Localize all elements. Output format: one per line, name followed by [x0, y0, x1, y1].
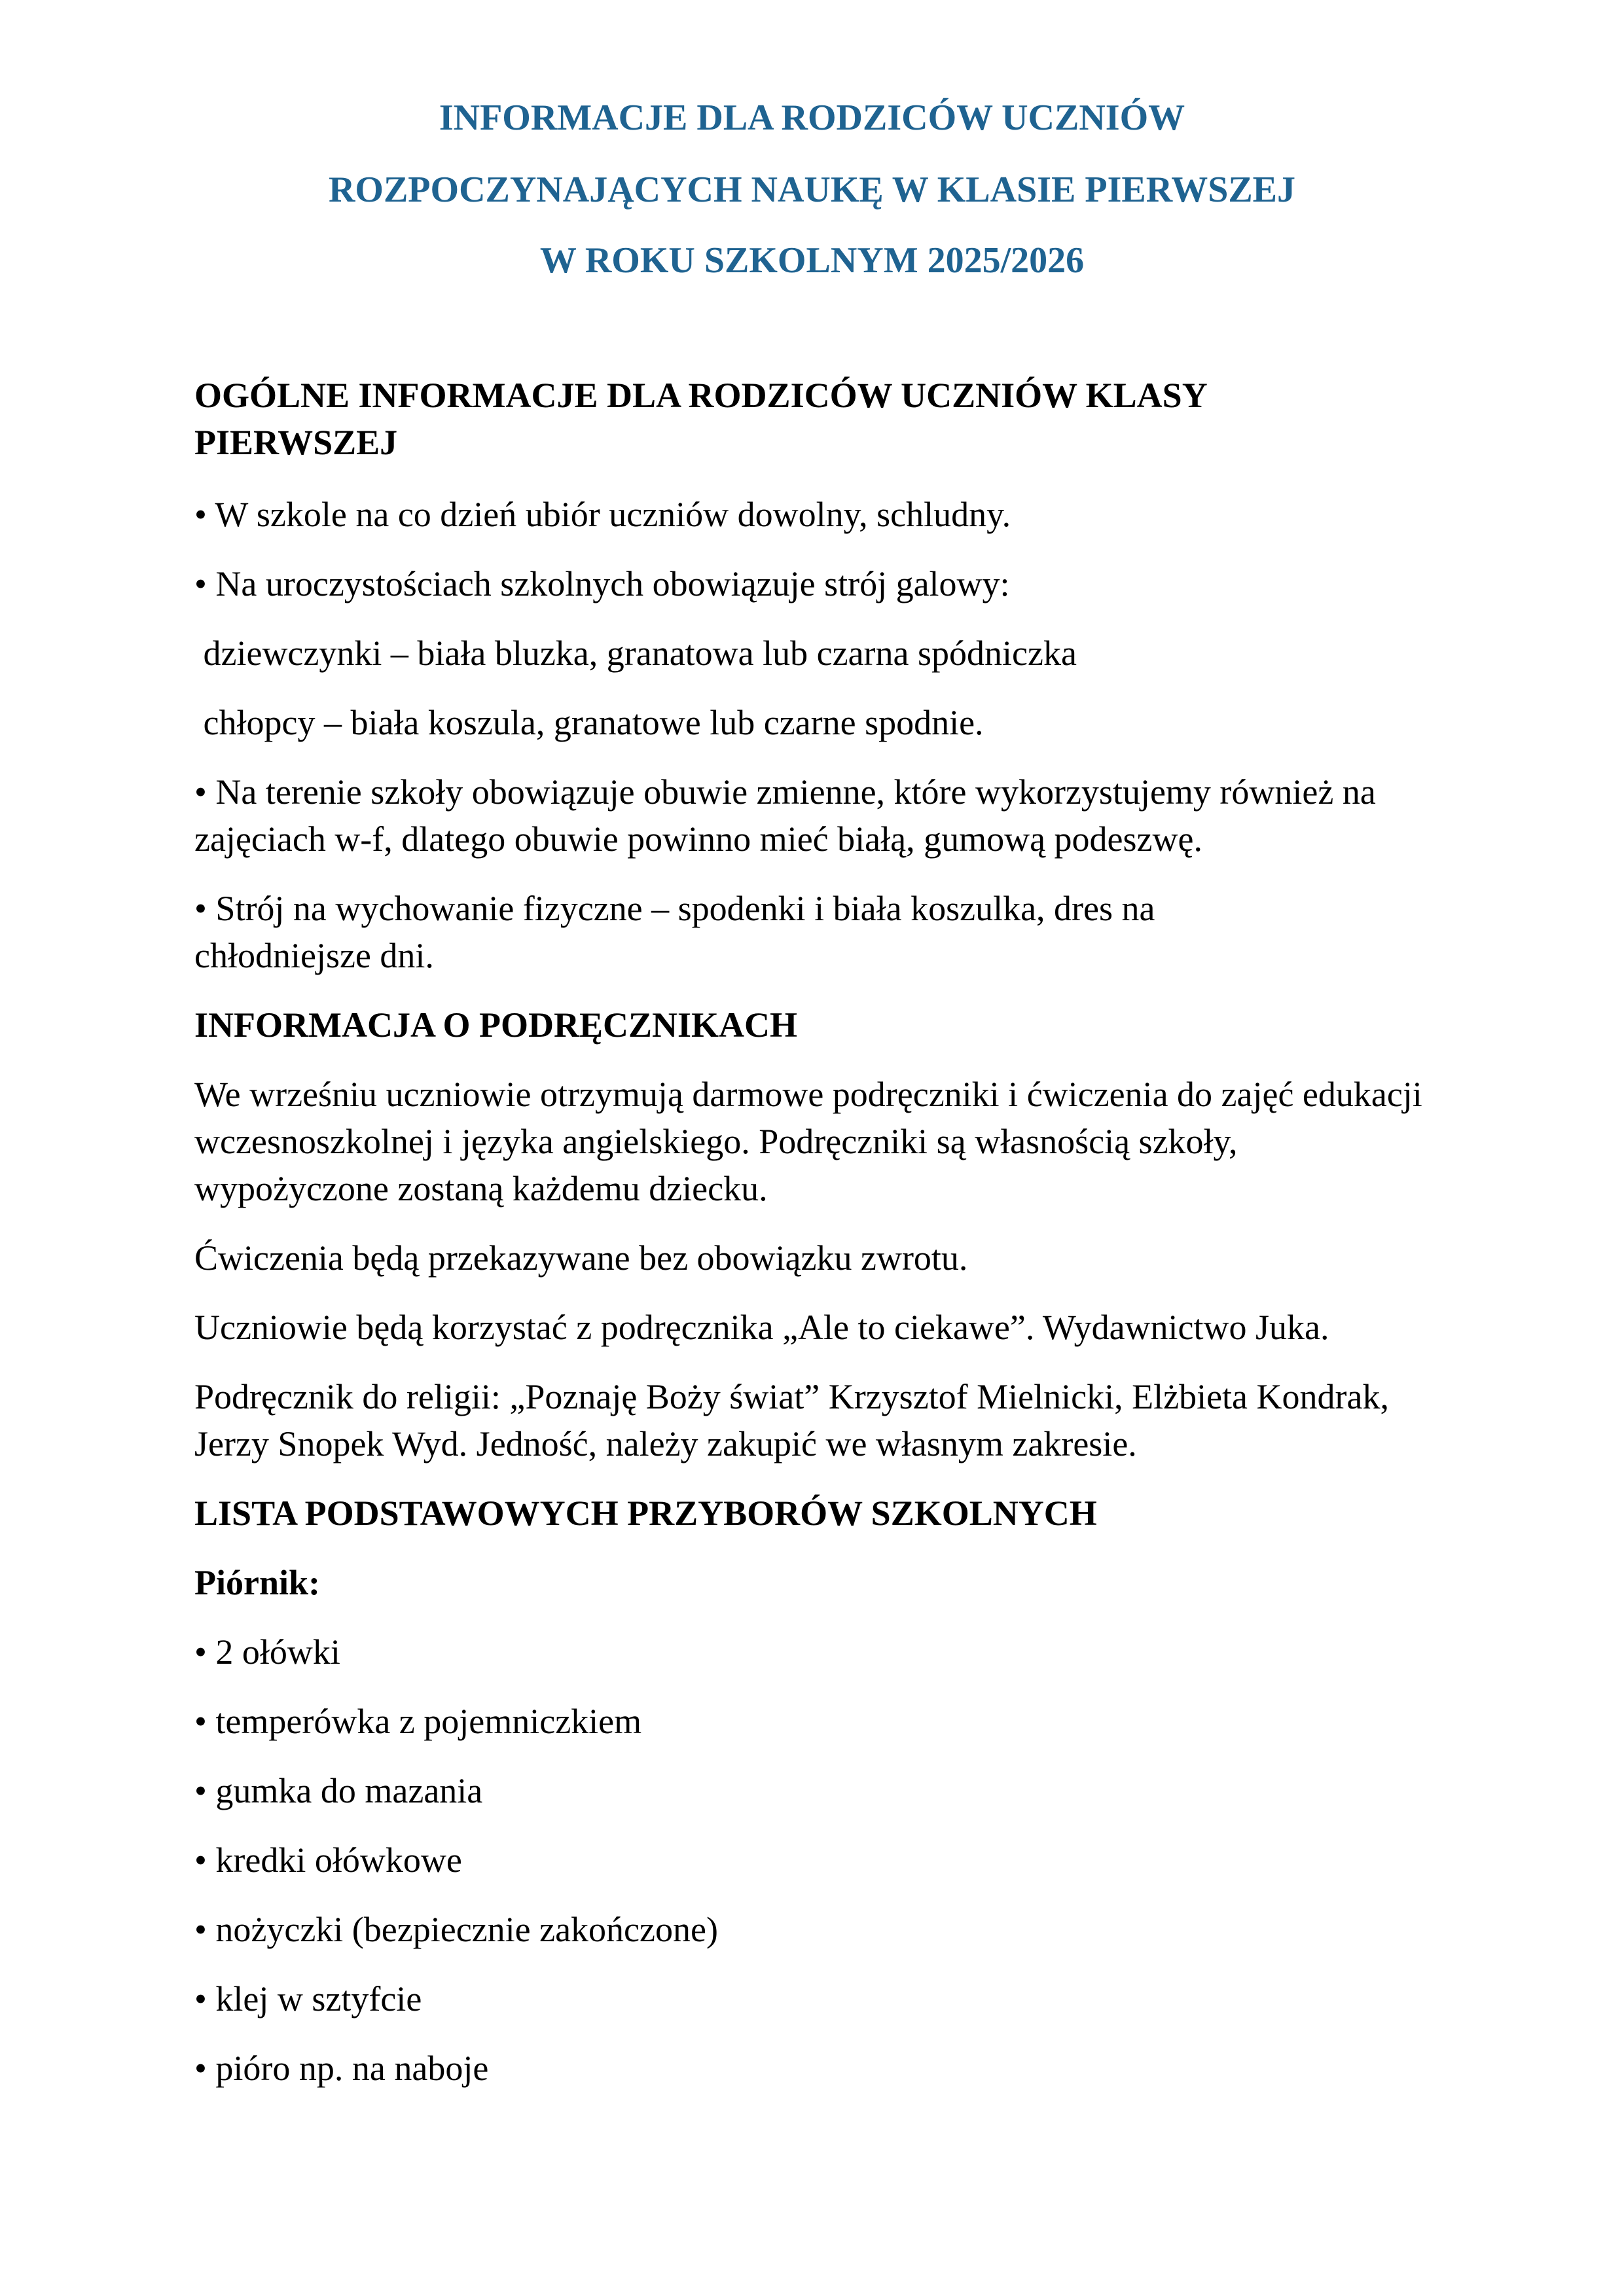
supply-item: • nożyczki (bezpiecznie zakończone): [194, 1910, 718, 1949]
supply-item: • kredki ołówkowe: [194, 1840, 462, 1880]
general-item-girls: dziewczynki – biała bluzka, granatowa lub czarna spódniczka: [194, 634, 1077, 673]
title-line-1: INFORMACJE DLA RODZICÓW UCZNIÓW: [439, 98, 1185, 138]
textbooks-paragraph-2: Ćwiczenia będą przekazywane bez obowiązku zwrotu.: [194, 1238, 968, 1278]
general-item-boys: chłopcy – biała koszula, granatowe lub czarne spodnie.: [194, 703, 984, 742]
supply-item: • gumka do mazania: [194, 1771, 483, 1810]
textbooks-heading: INFORMACJA O PODRĘCZNIKACH: [194, 1005, 798, 1045]
supplies-heading: LISTA PODSTAWOWYCH PRZYBORÓW SZKOLNYCH: [194, 1494, 1097, 1533]
supply-item: • 2 ołówki: [194, 1632, 340, 1672]
supply-item: • temperówka z pojemniczkiem: [194, 1702, 642, 1741]
general-item-dress: • W szkole na co dzień ubiór uczniów dowolny, schludny.: [194, 495, 1011, 534]
textbooks-paragraph-3: Uczniowie będą korzystać z podręcznika „Ale to ciekawe”. Wydawnictwo Juka.: [194, 1308, 1329, 1347]
title-line-2: ROZPOCZYNAJĄCYCH NAUKĘ W KLASIE PIERWSZEJ: [328, 170, 1296, 210]
general-item-shoes: • Na terenie szkoły obowiązuje obuwie zmienne, które wykorzystujemy również na zajęciach w-f, dlatego obuwie powinno mieć białą, gumową podeszwę.: [194, 772, 1376, 859]
textbooks-paragraph-1: We wrześniu uczniowie otrzymują darmowe podręczniki i ćwiczenia do zajęć edukacji wczesnoszkolnej i języka angielskiego. Podręczniki są własnością szkoły, wypożyczone zostaną każdemu dziecku.: [194, 1075, 1422, 1208]
pencil-case-subheading: Piórnik:: [194, 1563, 321, 1602]
supply-item: • klej w sztyfcie: [194, 1979, 422, 2018]
general-item-formal: • Na uroczystościach szkolnych obowiązuje strój galowy:: [194, 564, 1010, 603]
title-line-3: W ROKU SZKOLNYM 2025/2026: [539, 240, 1085, 281]
general-item-pe: • Strój na wychowanie fizyczne – spodenki i biała koszulka, dres na chłodniejsze dni.: [194, 889, 1155, 975]
supply-item: • pióro np. na naboje: [194, 2049, 489, 2088]
general-info-heading: OGÓLNE INFORMACJE DLA RODZICÓW UCZNIÓW KLASY PIERWSZEJ: [194, 376, 1206, 462]
textbooks-paragraph-4: Podręcznik do religii: „Poznaję Boży świat” Krzysztof Mielnicki, Elżbieta Kondrak, Jerzy Snopek Wyd. Jedność, należy zakupić we własnym zakresie.: [194, 1377, 1389, 1463]
